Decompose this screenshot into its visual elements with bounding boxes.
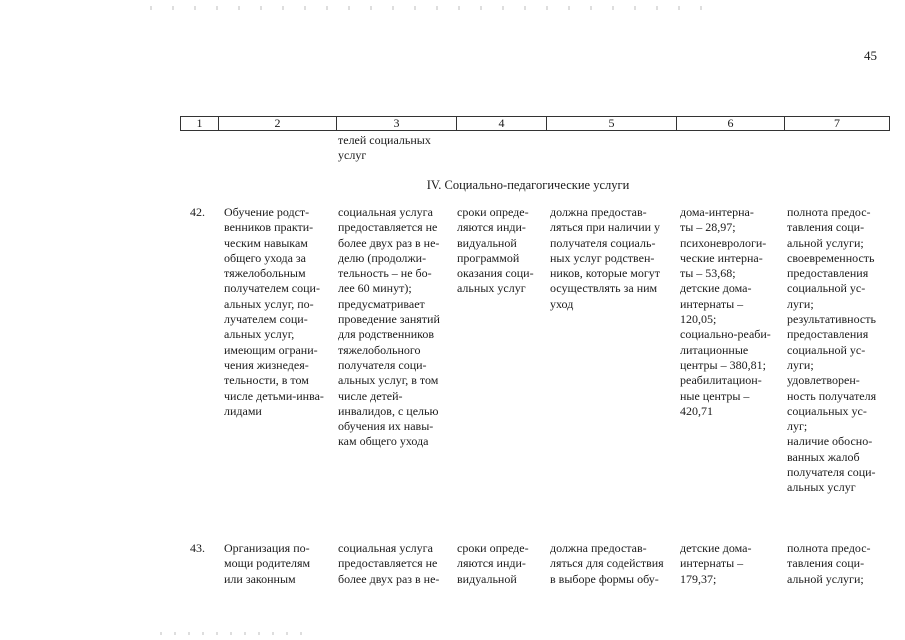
row-number: 43. [190,541,205,555]
header-cell-5: 5 [547,117,677,130]
table-header-row [180,116,890,131]
header-cell-4: 4 [457,117,547,130]
service-description: социальная услуга предоставляется не более двух раз в не- [338,541,440,586]
service-tariffs: детские дома- интернаты – 179,37; [680,541,752,586]
service-conditions: должна предостав- ляться для содействия в выборе формы обу- [550,541,664,586]
header-cell-2: 2 [219,117,337,130]
service-description: социальная услуга предоставляется не более двух раз в не- делю (продолжи- тельность – не бо- лее 60 минут); предусматривает проведение занятий для родственников тяжелобольного получателя соци- альных услуг, в том числе детей- инвалидов, с целью обучения их навы- кам общего ухода [338,205,440,449]
quality-indicators: полнота предос- тавления соци- альной услуги; [787,541,871,586]
quality-indicators: полнота предос- тавления соци- альной услуги; своевременность предоставления социальной ус- луги; результативность предоставления социальной ус- луги; удовлетворен- ность получателя социальных ус- луг; наличие обосно- ванных жалоб получателя соци- альных услуг [787,205,877,495]
service-name: Организация по- мощи родителям или законным [224,541,311,586]
service-terms: сроки опреде- ляются инди- видуальной [457,541,529,586]
header-cell-1: 1 [181,117,219,130]
section-title: IV. Социально-педагогические услуги [426,178,630,192]
service-tariffs: дома-интерна- ты – 28,97; психоневрологи- ческие интерна- ты – 53,68; детские дома- интернаты – 120,05; социально-реаби- литационные центры – 380,81; реабилитацион- ные центры – 420,71 [680,205,771,418]
service-conditions: должна предостав- ляться при наличии у получателя социаль- ных услуг родствен- ников, которые могут осуществлять за ним уход [550,205,661,311]
scan-noise-top [150,6,710,10]
service-name: Обучение родст- венников практи- ческим навыкам общего ухода за тяжелобольным получателем соци- альных услуг, по- лучателем соци- альных услуг, имеющим ограни- чения жизнедея- тельности, в том числе детьми-инва- лидами [224,205,324,418]
scan-noise-bottom [160,632,310,635]
header-cell-3: 3 [337,117,457,130]
carryover-text: телей социальных услуг [338,133,431,163]
page-number: 45 [864,48,877,63]
service-terms: сроки опреде- ляются инди- видуальной программой оказания соци- альных услуг [457,205,534,296]
row-number: 42. [190,205,205,219]
header-cell-7: 7 [834,116,840,130]
header-cell-6: 6 [677,117,785,130]
